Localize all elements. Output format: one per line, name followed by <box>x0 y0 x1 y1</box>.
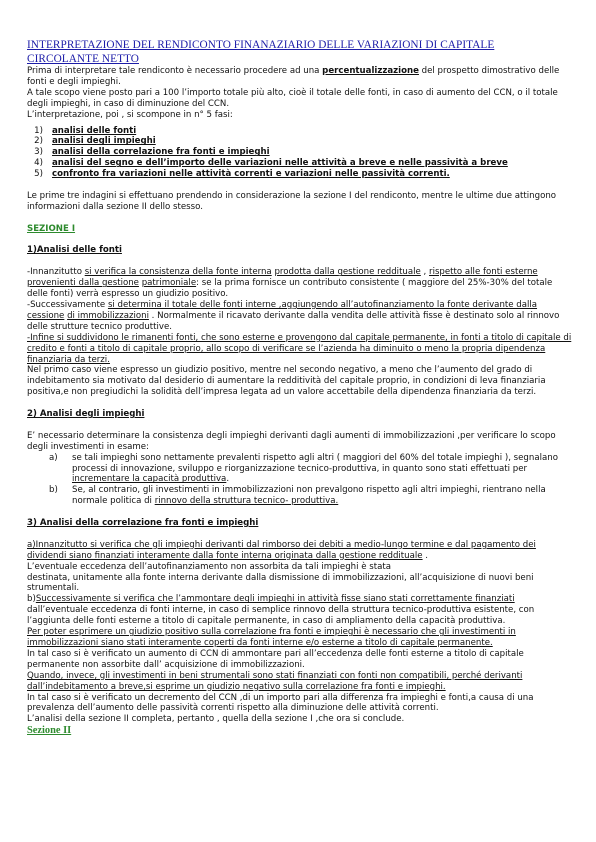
section-1-heading: SEZIONE I <box>27 223 76 234</box>
correlazione-paragraph-g: L’analisi della sezione II completa, pertanto , quella della sezione I ,che ora si conclude. <box>27 714 405 725</box>
title-line-1: INTERPRETAZIONE DEL RENDICONTO FINANAZIARIO DELLE VARIAZIONI DI CAPITALE <box>27 39 495 51</box>
phase-number: 1) <box>34 125 43 136</box>
item-letter: a) <box>49 452 58 463</box>
phase-text: analisi della correlazione fra fonti e impieghi <box>52 147 270 158</box>
intro-text: del prospetto dimostrativo delle fonti e degli impieghi. <box>27 66 560 87</box>
text-span: incrementare la capacità produttiva <box>72 474 227 485</box>
text-span: b) <box>27 594 36 605</box>
text-span: -Innanzitutto <box>27 267 85 278</box>
phases-list <box>27 126 572 181</box>
intro-paragraph-2: A tale scopo viene posto pari a 100 l’importo totale più alto, cioè il totale delle fonti, in caso di aumento del CCN, o il totale degli impieghi, in caso di diminuzione del CCN. <box>27 87 558 109</box>
correlazione-paragraph-c: Per poter esprimere un giudizio positivo sulla correlazione fra fonti e impieghi è necessario che gli investimenti in immobilizzazioni siano stati interamente coperti da fonti interne e/o esterne a titolo di capitale permanente. <box>27 627 516 648</box>
text-span: rinnovo della struttura tecnico- produttiva. <box>154 496 339 507</box>
phase-item <box>27 147 572 158</box>
text-span: . <box>226 474 230 485</box>
phase-number: 3) <box>34 147 43 158</box>
correlazione-paragraph-f <box>27 693 572 715</box>
phase-text: analisi degli impieghi <box>52 136 156 147</box>
text-span: se tali impieghi sono nettamente prevalenti rispetto agli altri ( maggiori del 60% del totale impieghi ), segnalano processi di innovazione, sviluppo e riorganizzazione tecnico-produttiva, in quanto sono stati effettuati per <box>72 452 558 474</box>
text-span: . Normalmente il ricavato derivante dalla vendita delle attività fisse è destinato solo al rinnovo delle strutture tecnico produttive. <box>27 310 560 332</box>
impieghi-intro: E’ necessario determinare la consistenza degli impieghi derivanti dagli aumenti di immobilizzazioni ,per verificare lo scopo degli investimenti in esame: <box>27 430 556 452</box>
text-span: . <box>435 703 439 714</box>
intro-paragraph-1 <box>27 66 572 88</box>
fonti-heading: 1)Analisi delle fonti <box>27 245 122 256</box>
correlazione-paragraph-a <box>27 540 572 562</box>
fonti-paragraph-1 <box>27 267 572 300</box>
text-span: di immobilizzazioni <box>67 310 149 321</box>
text-span: Successivamente si verifica che l’ammontare degli impieghi in attività fisse siano stati correttamente finanziati <box>35 594 515 605</box>
correlazione-paragraph-e: Quando, invece, gli investimenti in beni strumentali sono stati finanziati con fonti non compatibili, perché derivanti dall’indebitamento a breve,si esprime un giudizio negativo sulla correlazione fra fonti e impieghi. <box>27 670 523 692</box>
fonti-paragraph-4: Nel primo caso viene espresso un giudizio positivo, mentre nel secondo negativo, a meno che l’aumento del grado di indebitamento sia motivato dal desiderio di aumentare la redditività del capitale proprio, in condizioni di leva finanziaria positiva,e non pregiudichi la solidità dell’impresa legata ad un valore accettabile della dipendenza finanziaria da terzi. <box>27 365 546 398</box>
text-span: -Successivamente <box>27 299 108 310</box>
text-span: si determina il totale delle fonti interne ,aggiungendo all’autofinanziamento la fonte derivante dalla cessione <box>27 299 538 321</box>
phase-text: analisi del segno e dell’importo delle variazioni nelle attività a breve e nelle passività a breve <box>52 158 508 169</box>
text-span: Se, al contrario, gli investimenti in immobilizzazioni non prevalgono rispetto agli altri impieghi, rientrano nella normale politica di <box>72 485 546 507</box>
impieghi-item-b <box>27 485 572 507</box>
text-span: In tal caso si è verificato un decremento del CCN ,di un importo pari alla differenza fra impieghi e fonti,a causa di una prevalenza dell’aumento delle passività correnti rispetto alla diminuzione delle attività correnti <box>27 692 534 714</box>
intro-keyword: percentualizzazione <box>322 66 419 76</box>
phase-text: analisi delle fonti <box>52 125 137 136</box>
text-span: prodotta dalla gestione reddituale <box>274 267 421 278</box>
text-span: , <box>420 267 430 278</box>
text-span: patrimoniale <box>141 278 197 289</box>
phase-item <box>27 158 572 169</box>
fonti-paragraph-2 <box>27 300 572 333</box>
correlazione-paragraph-a3: destinata, unitamente alla fonte interna derivante dalla dismissione di immobilizzazioni, all’acquisizione di nuovi beni strumentali. <box>27 572 534 594</box>
phase-number: 5) <box>34 169 43 180</box>
phase-item <box>27 169 572 180</box>
after-phases-paragraph: Le prime tre indagini si effettuano prendendo in considerazione la sezione I del rendiconto, mentre le ultime due attingono informazioni dalla sezione II dello stesso. <box>27 190 557 212</box>
fonti-paragraph-3: -Infine si suddividono le rimanenti fonti, che sono esterne e provengono dal capitale permanente, in fonti a titolo di capitale di credito e fonti a titolo di capitale proprio, allo scopo di verificare se l’azienda ha diminuito o meno la propria dipendenza finanziaria da terzi. <box>27 332 572 365</box>
correlazione-heading: 3) Analisi della correlazione fra fonti e impieghi <box>27 518 259 529</box>
phase-item <box>27 126 572 137</box>
text-span: . <box>422 550 429 561</box>
correlazione-paragraph-a2: L’eventuale eccedenza dell’autofinanziamento non assorbita da tali impieghi è stata <box>27 561 392 572</box>
correlazione-paragraph-d: In tal caso si è verificato un aumento di CCN di ammontare pari all’eccedenza delle fonti esterne a titolo di capitale permanente non assorbite dall’ acquisizione di immobilizzazioni. <box>27 648 524 670</box>
text-span: a)Innanzitutto si verifica che gli impieghi derivanti dal rimborso dei debiti a medio-lungo termine e dal pagamento dei dividendi siano finanziati interamente dalla fonte interna originata dalla gestione reddituale <box>27 539 536 561</box>
intro-text: Prima di interpretare tale rendiconto è necessario procedere ad una <box>27 66 323 76</box>
text-span: : se la prima fornisce un contributo consistente ( maggiore del 25%-30% del totale delle fonti) verrà espresso un giudizio positivo. <box>27 278 553 300</box>
phase-text: confronto fra variazioni nelle attività correnti e variazioni nelle passività correnti. <box>52 169 450 180</box>
document-title <box>27 38 572 66</box>
impieghi-list <box>27 453 572 508</box>
item-letter: b) <box>49 485 58 496</box>
impieghi-item-a <box>27 453 572 486</box>
impieghi-heading: 2) Analisi degli impieghi <box>27 409 145 420</box>
section-2-heading: Sezione II <box>27 725 72 737</box>
title-line-2: CIRCOLANTE NETTO <box>27 53 139 65</box>
phase-number: 2) <box>34 136 43 147</box>
correlazione-paragraph-b <box>27 594 572 627</box>
intro-paragraph-3: L’interpretazione, poi , si scompone in n° 5 fasi: <box>27 109 233 120</box>
phase-item <box>27 136 572 147</box>
phase-number: 4) <box>34 158 43 169</box>
text-span: dall’eventuale eccedenza di fonti interne, in caso di semplice rinnovo della struttura tecnico-produttiva esistente, con l’aggiunta delle fonti esterne a titolo di capitale permanente, in caso di ampliamento della capacità produttiva. <box>27 605 535 627</box>
text-span: rispetto alle fonti esterne provenienti dalla gestione <box>27 267 538 289</box>
text-span: si verifica la consistenza della fonte interna <box>84 267 272 278</box>
document-body <box>27 38 572 737</box>
